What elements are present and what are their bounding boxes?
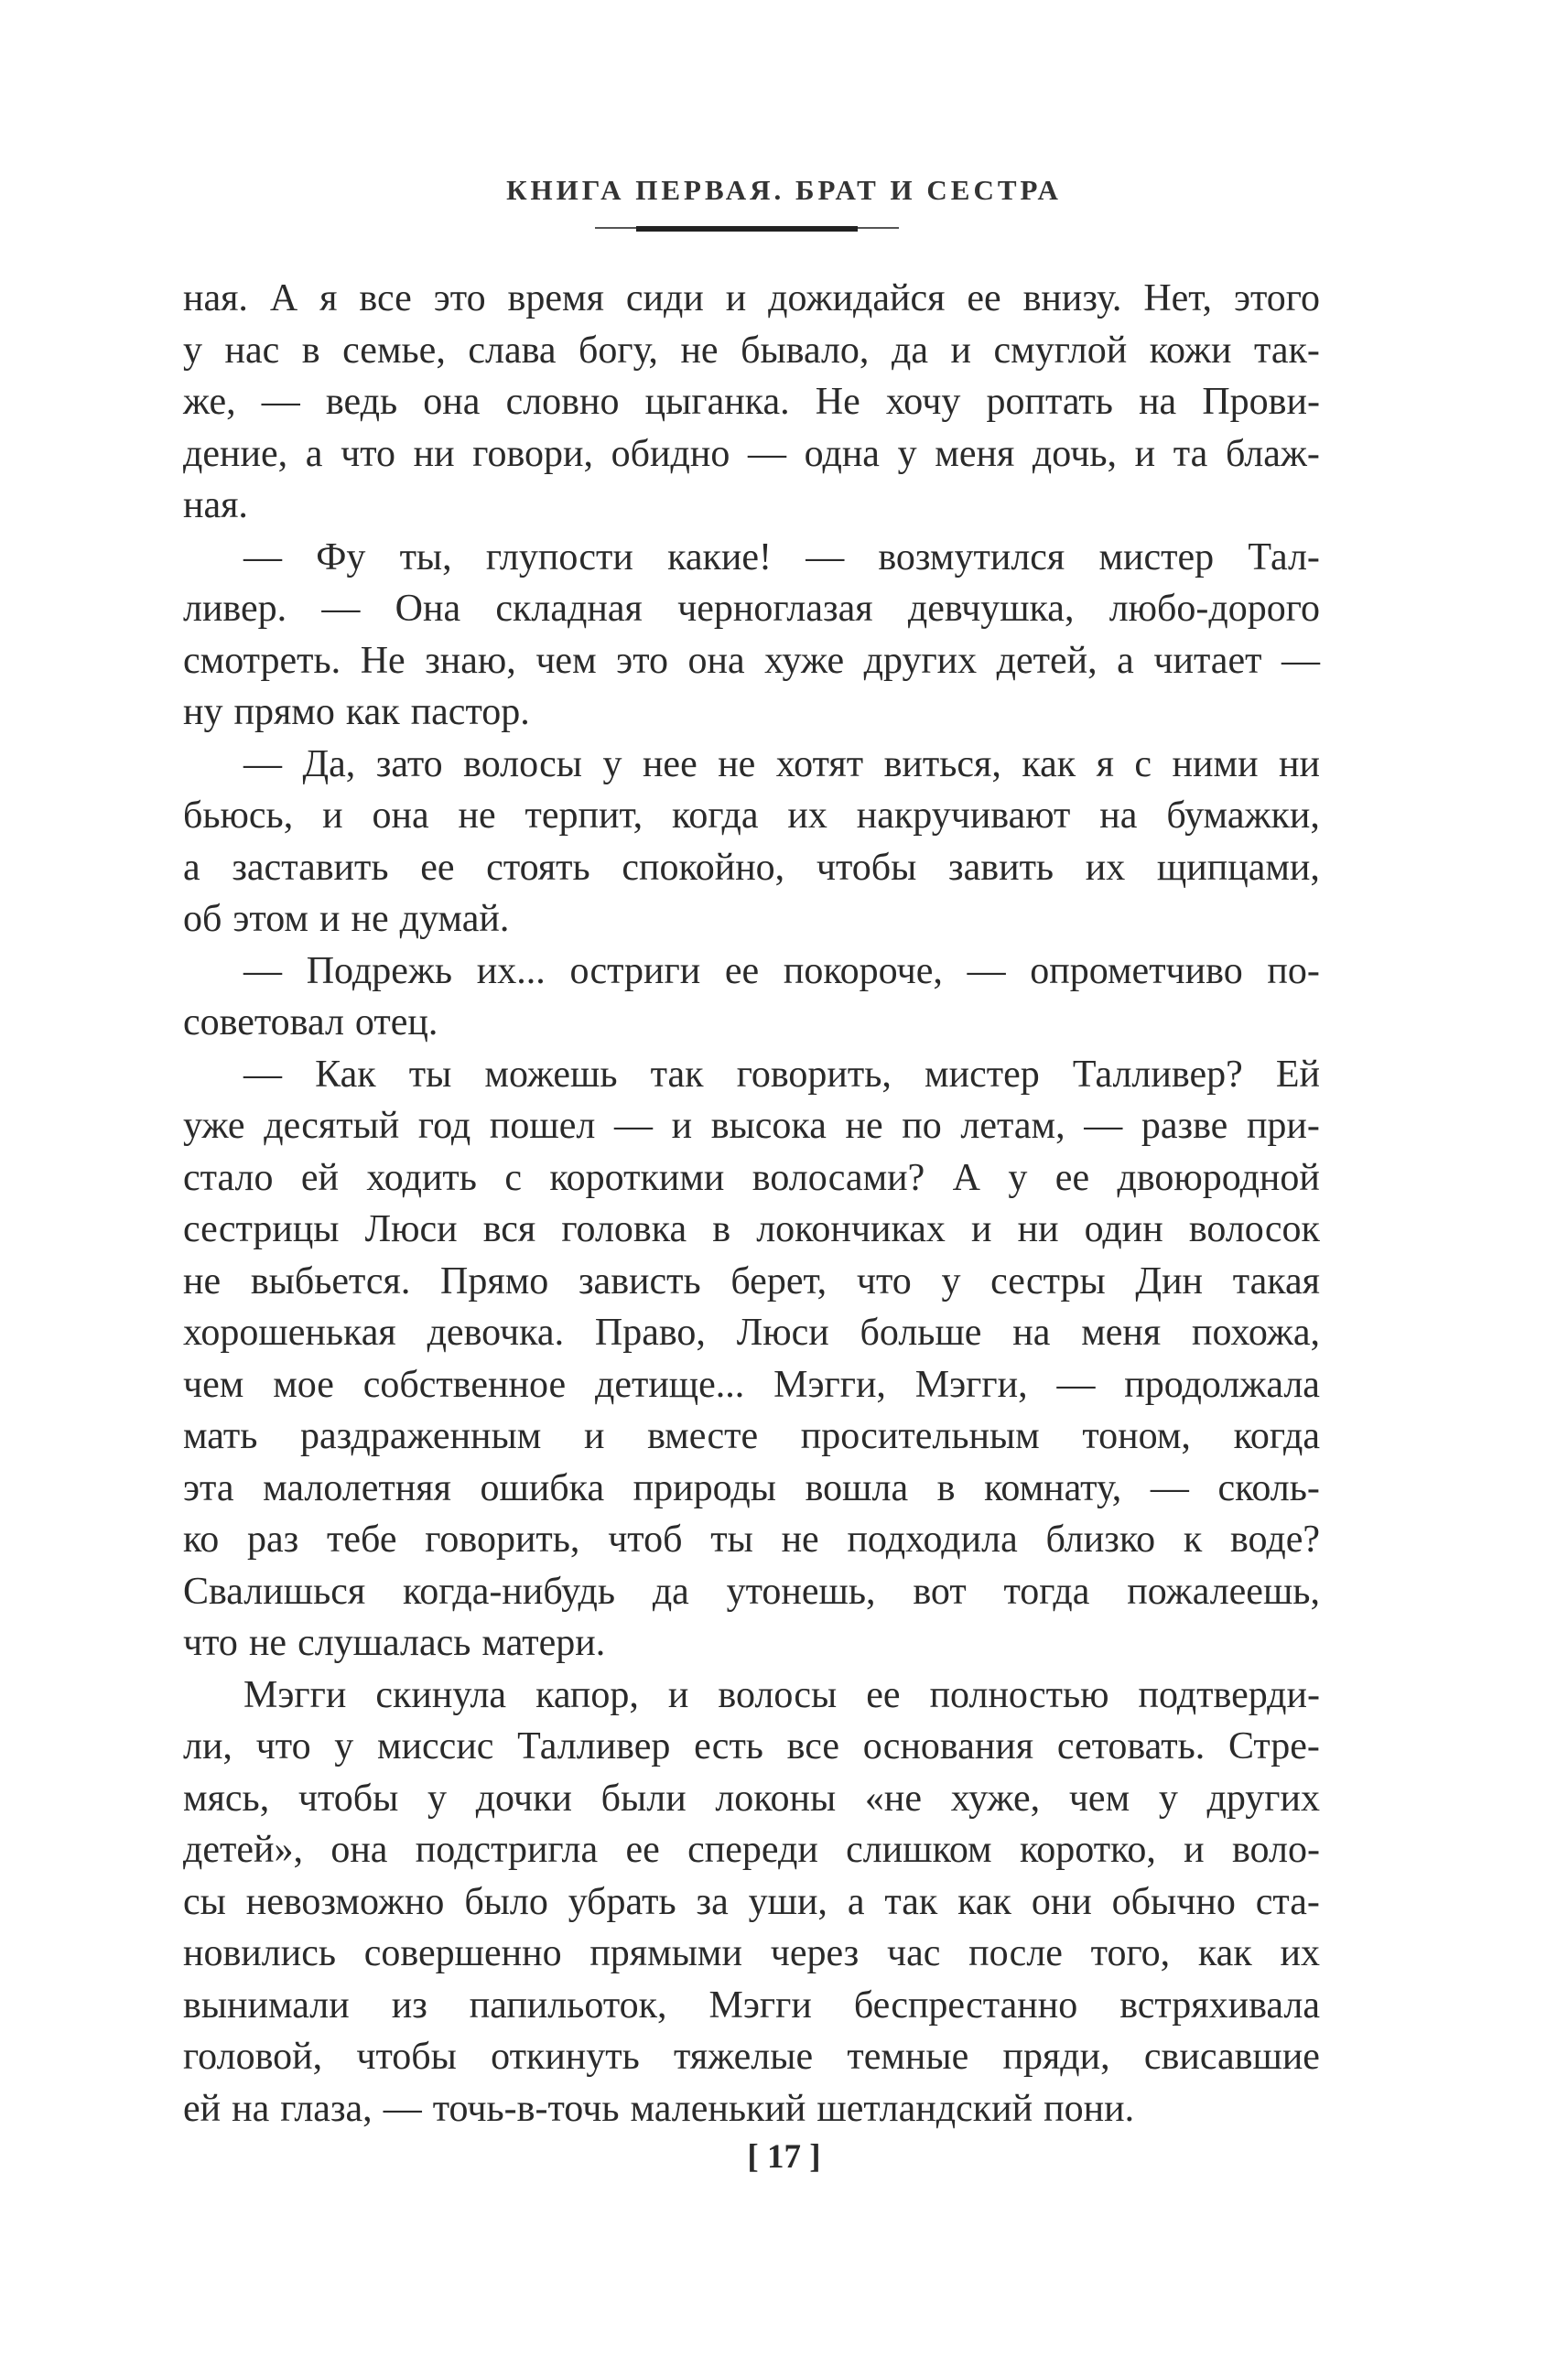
- text-line: у нас в семье, слава богу, не бывало, да и смуглой кожи так-: [183, 329, 1320, 372]
- text-line: головой, чтобы откинуть тяжелые темные пряди, свисавшие: [183, 2036, 1320, 2078]
- text-line: сестрицы Люси вся головка в локончиках и ни один волосок: [183, 1208, 1320, 1250]
- text-line: ко раз тебе говорить, чтоб ты не подходила близко к воде?: [183, 1519, 1320, 1561]
- page-number: [ 17 ]: [747, 2138, 821, 2176]
- text-line: чем мое собственное детище... Мэгги, Мэгги, — продолжала: [183, 1363, 1320, 1406]
- text-line: ная.: [183, 484, 248, 526]
- text-line: эта малолетняя ошибка природы вошла в комнату, — сколь-: [183, 1466, 1320, 1509]
- text-line: мясь, чтобы у дочки были локоны «не хуже, чем у других: [183, 1777, 1320, 1820]
- text-line: — Да, зато волосы у нее не хотят виться, как я с ними ни: [243, 742, 1320, 785]
- text-line: ну прямо как пастор.: [183, 691, 530, 733]
- text-line: об этом и не думай.: [183, 898, 510, 940]
- text-line: Свалишься когда-нибудь да утонешь, вот тогда пожалеешь,: [183, 1570, 1320, 1613]
- text-line: — Как ты можешь так говорить, мистер Талливер? Ей: [243, 1053, 1320, 1096]
- text-line: Мэгги скинула капор, и волосы ее полностью подтверди-: [243, 1673, 1320, 1716]
- text-line: советовал отец.: [183, 1001, 438, 1043]
- text-line: сы невозможно было убрать за уши, а так как они обычно ста-: [183, 1880, 1320, 1923]
- text-line: ли, что у миссис Талливер есть все основания сетовать. Стре-: [183, 1725, 1320, 1767]
- text-line: вынимали из папильоток, Мэгги беспрестанно встряхивала: [183, 1983, 1320, 2027]
- text-line: а заставить ее стоять спокойно, чтобы завить их щипцами,: [183, 846, 1320, 889]
- text-line: смотреть. Не знаю, чем это она хуже других детей, а читает —: [183, 639, 1320, 682]
- text-line: ей на глаза, — точь-в-точь маленький шетландский пони.: [183, 2087, 1135, 2130]
- text-line: что не слушалась матери.: [183, 1622, 606, 1664]
- text-line: мать раздраженным и вместе просительным тоном, когда: [183, 1415, 1320, 1457]
- text-line: бьюсь, и она не терпит, когда их накручивают на бумажки,: [183, 794, 1320, 837]
- text-line: ная. А я все это время сиди и дожидайся ее внизу. Нет, этого: [183, 277, 1320, 319]
- text-line: детей», она подстригла ее спереди слишком коротко, и воло-: [183, 1829, 1320, 1871]
- text-line: хорошенькая девочка. Право, Люси больше на меня похожа,: [183, 1312, 1320, 1354]
- header-rule: [595, 227, 899, 229]
- header-rule-thick: [636, 226, 858, 232]
- text-line: ливер. — Она складная черноглазая девчушка, любо-дорого: [183, 588, 1320, 630]
- running-head: КНИГА ПЕРВАЯ. БРАТ И СЕСТРА: [506, 174, 1062, 206]
- body-text: [183, 273, 1320, 2135]
- text-line: не выбьется. Прямо зависть берет, что у сестры Дин такая: [183, 1259, 1320, 1302]
- text-line: дение, а что ни говори, обидно — одна у меня дочь, и та блаж-: [183, 432, 1320, 475]
- text-line: уже десятый год пошел — и высока не по летам, — разве при-: [183, 1105, 1320, 1147]
- text-line: — Фу ты, глупости какие! — возмутился мистер Тал-: [243, 535, 1320, 578]
- text-line: стало ей ходить с короткими волосами? А у ее двоюродной: [183, 1156, 1320, 1199]
- text-line: новились совершенно прямыми через час после того, как их: [183, 1932, 1320, 1974]
- text-line: же, — ведь она словно цыганка. Не хочу роптать на Прови-: [183, 381, 1320, 423]
- text-line: — Подрежь их... остриги ее покороче, — опрометчиво по-: [243, 949, 1320, 992]
